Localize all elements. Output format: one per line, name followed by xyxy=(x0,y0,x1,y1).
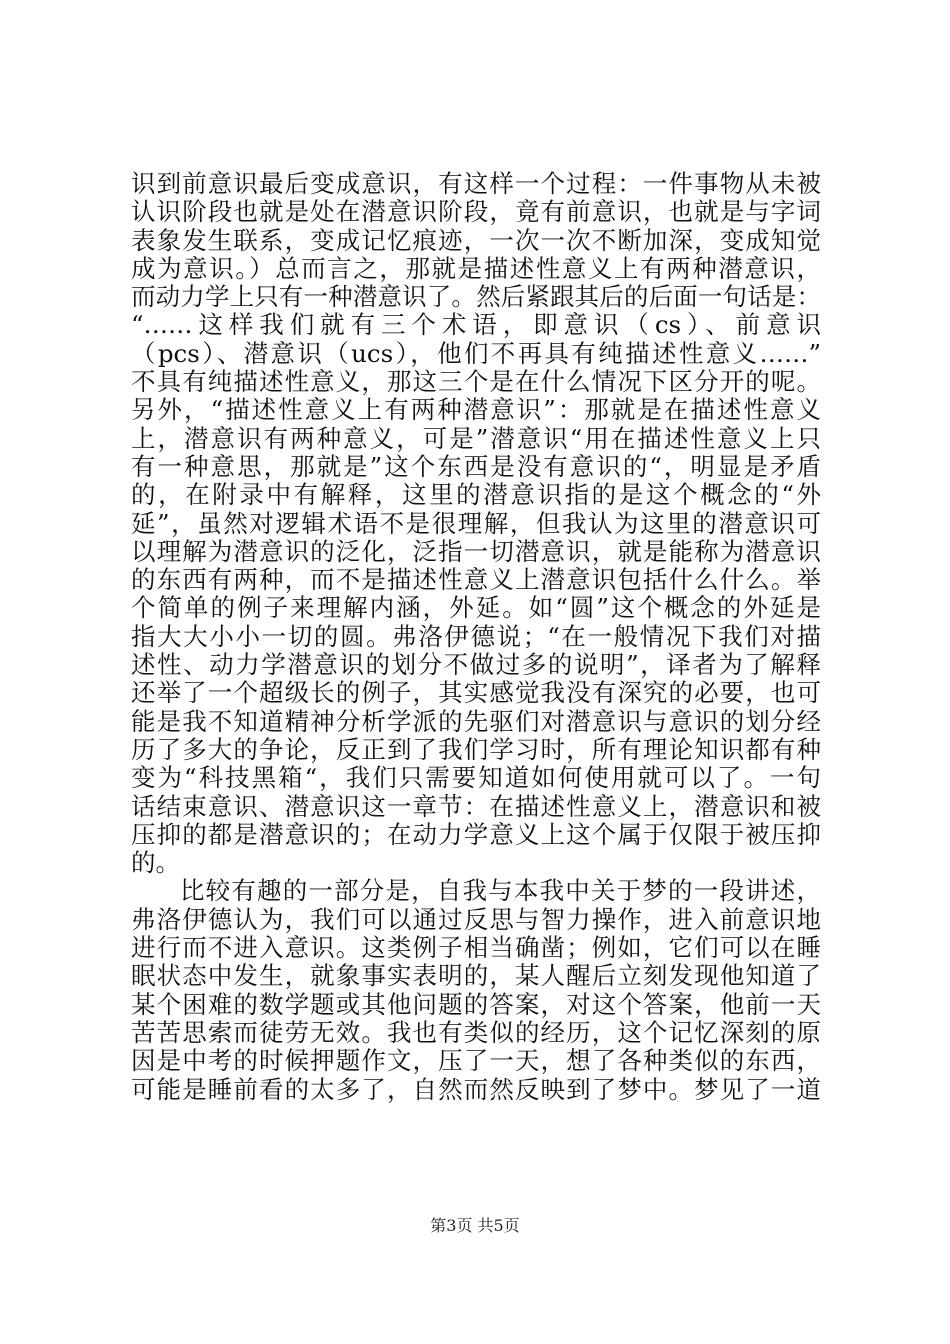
text-line: 而动力学上只有一种潜意识了。然后紧跟其后的后面一句话是： xyxy=(131,283,821,312)
text-line: 另外，“描述性意义上有两种潜意识”：那就是在描述性意义 xyxy=(131,396,821,425)
text-line: 以理解为潜意识的泛化，泛指一切潜意识，就是能称为潜意识 xyxy=(131,537,821,566)
text-line: 苦苦思索而徒劳无效。我也有类似的经历，这个记忆深刻的原 xyxy=(131,1018,821,1047)
text-line: 某个困难的数学题或其他问题的答案，对这个答案，他前一天 xyxy=(131,990,821,1019)
text-line: 认识阶段也就是处在潜意识阶段，竟有前意识，也就是与字词 xyxy=(131,198,821,227)
text-line: 进行而不进入意识。这类例子相当确凿；例如，它们可以在睡 xyxy=(131,934,821,963)
text-line: 的东西有两种，而不是描述性意义上潜意识包括什么什么。举 xyxy=(131,566,821,595)
text-line: 的，在附录中有解释，这里的潜意识指的是这个概念的“外 xyxy=(131,481,821,510)
text-line: 压抑的都是潜意识的；在动力学意义上这个属于仅限于被压抑 xyxy=(131,820,821,849)
text-line: 指大大小小一切的圆。弗洛伊德说；“在一般情况下我们对描 xyxy=(131,622,821,651)
text-line: 眠状态中发生，就象事实表明的，某人醒后立刻发现他知道了 xyxy=(131,962,821,991)
text-line: 上，潜意识有两种意义，可是”潜意识“用在描述性意义上只 xyxy=(131,424,821,453)
text-line: 能是我不知道精神分析学派的先驱们对潜意识与意识的划分经 xyxy=(131,707,821,736)
text-line: 成为意识。）总而言之，那就是描述性意义上有两种潜意识， xyxy=(131,254,821,283)
text-line: 表象发生联系，变成记忆痕迹，一次一次不断加深，变成知觉 xyxy=(131,226,821,255)
text-line: 历了多大的争论，反正到了我们学习时，所有理论知识都有种 xyxy=(131,735,821,764)
page-footer: 第3页 共5页 xyxy=(430,1216,520,1235)
text-line: 弗洛伊德认为，我们可以通过反思与智力操作，进入前意识地 xyxy=(131,905,821,934)
text-line: 识到前意识最后变成意识，有这样一个过程：一件事物从未被 xyxy=(131,170,821,198)
text-line: 延”，虽然对逻辑术语不是很理解，但我认为这里的潜意识可 xyxy=(131,509,821,538)
paragraph-first-line: 比较有趣的一部分是，自我与本我中关于梦的一段讲述， xyxy=(180,877,821,906)
text-line: 的。 xyxy=(131,849,180,878)
body-text xyxy=(131,170,821,1104)
text-line: 话结束意识、潜意识这一章节：在描述性意义上，潜意识和被 xyxy=(131,792,821,821)
text-line: 不具有纯描述性意义，那这三个是在什么情况下区分开的呢。 xyxy=(131,368,821,397)
text-line: 因是中考的时候押题作文，压了一天，想了各种类似的东西， xyxy=(131,1047,821,1076)
text-line: （pcs）、潜意识（ucs），他们不再具有纯描述性意义……” xyxy=(131,339,821,368)
text-line: 个简单的例子来理解内涵，外延。如“圆”这个概念的外延是 xyxy=(131,594,821,623)
text-line: 变为“科技黑箱“，我们只需要知道如何使用就可以了。一句 xyxy=(131,764,821,793)
text-line: 有一种意思，那就是”这个东西是没有意识的“，明显是矛盾 xyxy=(131,452,821,481)
text-line: “……这样我们就有三个术语，即意识（cs）、前意识 xyxy=(131,311,821,340)
text-line: 可能是睡前看的太多了，自然而然反映到了梦中。梦见了一道 xyxy=(131,1075,821,1104)
text-line: 还举了一个超级长的例子，其实感觉我没有深究的必要，也可 xyxy=(131,679,821,708)
text-line: 述性、动力学潜意识的划分不做过多的说明”，译者为了解释 xyxy=(131,651,821,680)
